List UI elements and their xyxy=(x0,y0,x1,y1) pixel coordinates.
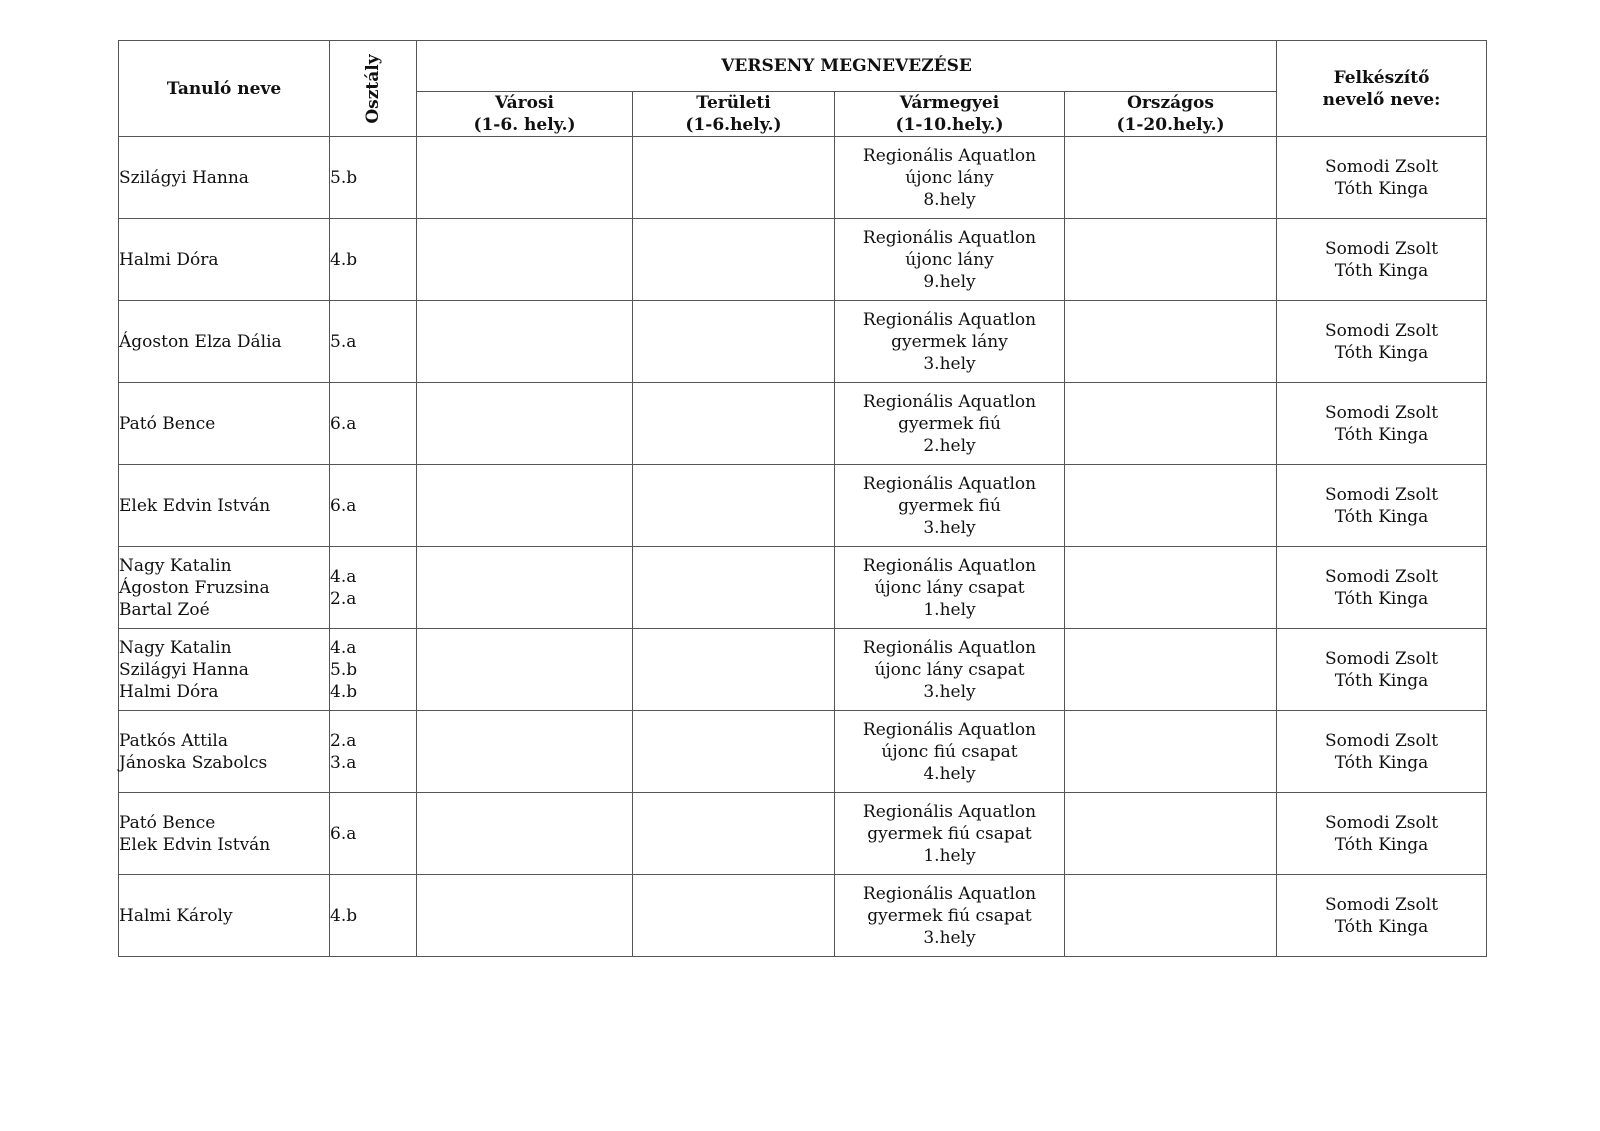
class-cell-line: 4.b xyxy=(330,681,358,702)
county-result-cell-line: Regionális Aquatlon xyxy=(862,801,1037,822)
student-name-cell-line: Elek Edvin István xyxy=(119,834,271,855)
county-result-cell-line: újonc fiú csapat xyxy=(881,741,1018,762)
class-cell-line: 6.a xyxy=(330,413,357,434)
county-result-cell-line: 9.hely xyxy=(923,271,976,292)
student-name-cell xyxy=(119,465,330,547)
header-level-national-title: Országos xyxy=(1127,92,1214,113)
county-result-cell-line: újonc lány xyxy=(905,167,994,188)
county-result-cell-line: Regionális Aquatlon xyxy=(862,637,1037,658)
teacher-cell-line: Tóth Kinga xyxy=(1334,178,1429,199)
class-cell xyxy=(330,547,417,629)
teacher-cell xyxy=(1277,547,1487,629)
header-teacher xyxy=(1277,41,1487,137)
header-level-national xyxy=(1065,91,1277,136)
teacher-cell-line: Tóth Kinga xyxy=(1334,342,1429,363)
student-name-cell-line: Halmi Dóra xyxy=(119,681,219,702)
class-cell-line: 5.b xyxy=(330,167,358,188)
student-name-cell xyxy=(119,629,330,711)
table-row xyxy=(119,793,1487,875)
student-name-cell-line: Ágoston Fruzsina xyxy=(119,577,270,598)
county-result-cell-line: 2.hely xyxy=(923,435,976,456)
header-teacher-line1: Felkészítő xyxy=(1333,67,1430,88)
county-result-cell xyxy=(835,219,1065,301)
class-cell-line: 4.a xyxy=(330,566,357,587)
teacher-cell xyxy=(1277,219,1487,301)
class-cell-line: 4.b xyxy=(330,905,358,926)
teacher-cell xyxy=(1277,711,1487,793)
table-body xyxy=(119,137,1487,957)
area-result-cell xyxy=(633,219,835,301)
class-cell-line: 4.b xyxy=(330,249,358,270)
student-name-cell xyxy=(119,547,330,629)
county-result-cell-line: Regionális Aquatlon xyxy=(862,145,1037,166)
header-student-name: Tanuló neve xyxy=(119,41,330,137)
national-result-cell xyxy=(1065,711,1277,793)
teacher-cell-line: Tóth Kinga xyxy=(1334,752,1429,773)
county-result-cell-line: gyermek lány xyxy=(891,331,1008,352)
national-result-cell xyxy=(1065,301,1277,383)
student-name-cell-line: Bartal Zoé xyxy=(119,599,210,620)
area-result-cell xyxy=(633,547,835,629)
teacher-cell-line: Somodi Zsolt xyxy=(1325,156,1439,177)
header-class-label: Osztály xyxy=(363,53,383,124)
header-class xyxy=(330,41,417,137)
teacher-cell xyxy=(1277,465,1487,547)
county-result-cell-line: gyermek fiú csapat xyxy=(867,905,1032,926)
class-cell-line: 4.a xyxy=(330,637,357,658)
teacher-cell-line: Somodi Zsolt xyxy=(1325,566,1439,587)
teacher-cell-line: Tóth Kinga xyxy=(1334,260,1429,281)
national-result-cell xyxy=(1065,875,1277,957)
county-result-cell-line: újonc lány csapat xyxy=(874,659,1025,680)
student-name-cell xyxy=(119,137,330,219)
student-name-cell-line: Jánoska Szabolcs xyxy=(119,752,268,773)
class-cell xyxy=(330,219,417,301)
teacher-cell-line: Somodi Zsolt xyxy=(1325,648,1439,669)
header-level-national-range: (1-20.hely.) xyxy=(1116,114,1225,135)
city-result-cell xyxy=(417,301,633,383)
table-row xyxy=(119,875,1487,957)
header-level-city xyxy=(417,91,633,136)
table-header xyxy=(119,41,1487,137)
student-name-cell-line: Elek Edvin István xyxy=(119,495,271,516)
county-result-cell-line: Regionális Aquatlon xyxy=(862,309,1037,330)
class-cell-line: 6.a xyxy=(330,495,357,516)
student-name-cell-line: Szilágyi Hanna xyxy=(119,659,249,680)
table-row xyxy=(119,137,1487,219)
national-result-cell xyxy=(1065,383,1277,465)
county-result-cell-line: gyermek fiú xyxy=(898,413,1001,434)
county-result-cell xyxy=(835,383,1065,465)
student-name-cell xyxy=(119,301,330,383)
table-row xyxy=(119,219,1487,301)
county-result-cell-line: 3.hely xyxy=(923,353,976,374)
county-result-cell-line: gyermek fiú csapat xyxy=(867,823,1032,844)
class-cell xyxy=(330,629,417,711)
teacher-cell-line: Somodi Zsolt xyxy=(1325,320,1439,341)
national-result-cell xyxy=(1065,547,1277,629)
teacher-cell-line: Tóth Kinga xyxy=(1334,834,1429,855)
table-row xyxy=(119,383,1487,465)
table-row xyxy=(119,711,1487,793)
area-result-cell xyxy=(633,137,835,219)
national-result-cell xyxy=(1065,219,1277,301)
national-result-cell xyxy=(1065,629,1277,711)
teacher-cell-line: Tóth Kinga xyxy=(1334,424,1429,445)
area-result-cell xyxy=(633,793,835,875)
county-result-cell-line: 1.hely xyxy=(923,845,976,866)
student-name-cell-line: Pató Bence xyxy=(119,413,216,434)
student-name-cell xyxy=(119,219,330,301)
city-result-cell xyxy=(417,547,633,629)
area-result-cell xyxy=(633,629,835,711)
county-result-cell-line: Regionális Aquatlon xyxy=(862,719,1037,740)
national-result-cell xyxy=(1065,793,1277,875)
competition-results-table xyxy=(118,40,1487,957)
student-name-cell-line: Halmi Károly xyxy=(119,905,233,926)
county-result-cell xyxy=(835,875,1065,957)
national-result-cell xyxy=(1065,137,1277,219)
header-level-city-range: (1-6. hely.) xyxy=(473,114,576,135)
county-result-cell-line: Regionális Aquatlon xyxy=(862,883,1037,904)
class-cell-line: 6.a xyxy=(330,823,357,844)
county-result-cell-line: 1.hely xyxy=(923,599,976,620)
county-result-cell xyxy=(835,793,1065,875)
class-cell-line: 2.a xyxy=(330,730,357,751)
class-cell xyxy=(330,465,417,547)
header-level-area-title: Területi xyxy=(696,92,771,113)
table-row xyxy=(119,465,1487,547)
teacher-cell xyxy=(1277,383,1487,465)
city-result-cell xyxy=(417,875,633,957)
class-cell-line: 5.a xyxy=(330,331,357,352)
teacher-cell-line: Somodi Zsolt xyxy=(1325,812,1439,833)
county-result-cell-line: gyermek fiú xyxy=(898,495,1001,516)
student-name-cell-line: Halmi Dóra xyxy=(119,249,219,270)
county-result-cell-line: 8.hely xyxy=(923,189,976,210)
area-result-cell xyxy=(633,383,835,465)
teacher-cell xyxy=(1277,301,1487,383)
county-result-cell-line: Regionális Aquatlon xyxy=(862,391,1037,412)
city-result-cell xyxy=(417,793,633,875)
class-cell xyxy=(330,711,417,793)
city-result-cell xyxy=(417,711,633,793)
header-level-county-range: (1-10.hely.) xyxy=(895,114,1004,135)
student-name-cell-line: Nagy Katalin xyxy=(119,555,232,576)
county-result-cell-line: 4.hely xyxy=(923,763,976,784)
student-name-cell-line: Patkós Attila xyxy=(119,730,228,751)
teacher-cell-line: Somodi Zsolt xyxy=(1325,730,1439,751)
teacher-cell-line: Tóth Kinga xyxy=(1334,588,1429,609)
teacher-cell-line: Tóth Kinga xyxy=(1334,506,1429,527)
teacher-cell-line: Somodi Zsolt xyxy=(1325,238,1439,259)
class-cell xyxy=(330,875,417,957)
teacher-cell xyxy=(1277,875,1487,957)
city-result-cell xyxy=(417,629,633,711)
teacher-cell xyxy=(1277,793,1487,875)
county-result-cell-line: 3.hely xyxy=(923,681,976,702)
teacher-cell xyxy=(1277,629,1487,711)
county-result-cell xyxy=(835,301,1065,383)
teacher-cell xyxy=(1277,137,1487,219)
teacher-cell-line: Tóth Kinga xyxy=(1334,670,1429,691)
area-result-cell xyxy=(633,301,835,383)
area-result-cell xyxy=(633,711,835,793)
class-cell-line: 5.b xyxy=(330,659,358,680)
county-result-cell-line: 3.hely xyxy=(923,927,976,948)
student-name-cell-line: Nagy Katalin xyxy=(119,637,232,658)
city-result-cell xyxy=(417,137,633,219)
city-result-cell xyxy=(417,383,633,465)
header-level-area xyxy=(633,91,835,136)
class-cell xyxy=(330,301,417,383)
student-name-cell-line: Pató Bence xyxy=(119,812,216,833)
county-result-cell xyxy=(835,137,1065,219)
class-cell xyxy=(330,137,417,219)
county-result-cell xyxy=(835,465,1065,547)
header-level-county xyxy=(835,91,1065,136)
class-cell-line: 2.a xyxy=(330,588,357,609)
student-name-cell xyxy=(119,875,330,957)
county-result-cell-line: újonc lány xyxy=(905,249,994,270)
header-level-city-title: Városi xyxy=(495,92,554,113)
county-result-cell-line: Regionális Aquatlon xyxy=(862,227,1037,248)
student-name-cell-line: Szilágyi Hanna xyxy=(119,167,249,188)
teacher-cell-line: Somodi Zsolt xyxy=(1325,484,1439,505)
teacher-cell-line: Somodi Zsolt xyxy=(1325,402,1439,423)
class-cell xyxy=(330,793,417,875)
class-cell-line: 3.a xyxy=(330,752,357,773)
table-row xyxy=(119,629,1487,711)
national-result-cell xyxy=(1065,465,1277,547)
table-row xyxy=(119,301,1487,383)
county-result-cell-line: 3.hely xyxy=(923,517,976,538)
county-result-cell xyxy=(835,711,1065,793)
header-level-county-title: Vármegyei xyxy=(899,92,1000,113)
student-name-cell xyxy=(119,383,330,465)
county-result-cell xyxy=(835,629,1065,711)
teacher-cell-line: Tóth Kinga xyxy=(1334,916,1429,937)
county-result-cell xyxy=(835,547,1065,629)
area-result-cell xyxy=(633,875,835,957)
student-name-cell-line: Ágoston Elza Dália xyxy=(119,331,282,352)
student-name-cell xyxy=(119,793,330,875)
class-cell xyxy=(330,383,417,465)
header-teacher-line2: nevelő neve: xyxy=(1322,89,1441,110)
header-competition: VERSENY MEGNEVEZÉSE xyxy=(417,41,1277,92)
city-result-cell xyxy=(417,219,633,301)
county-result-cell-line: Regionális Aquatlon xyxy=(862,555,1037,576)
county-result-cell-line: újonc lány csapat xyxy=(874,577,1025,598)
teacher-cell-line: Somodi Zsolt xyxy=(1325,894,1439,915)
table-row xyxy=(119,547,1487,629)
header-level-area-range: (1-6.hely.) xyxy=(685,114,782,135)
area-result-cell xyxy=(633,465,835,547)
student-name-cell xyxy=(119,711,330,793)
county-result-cell-line: Regionális Aquatlon xyxy=(862,473,1037,494)
city-result-cell xyxy=(417,465,633,547)
